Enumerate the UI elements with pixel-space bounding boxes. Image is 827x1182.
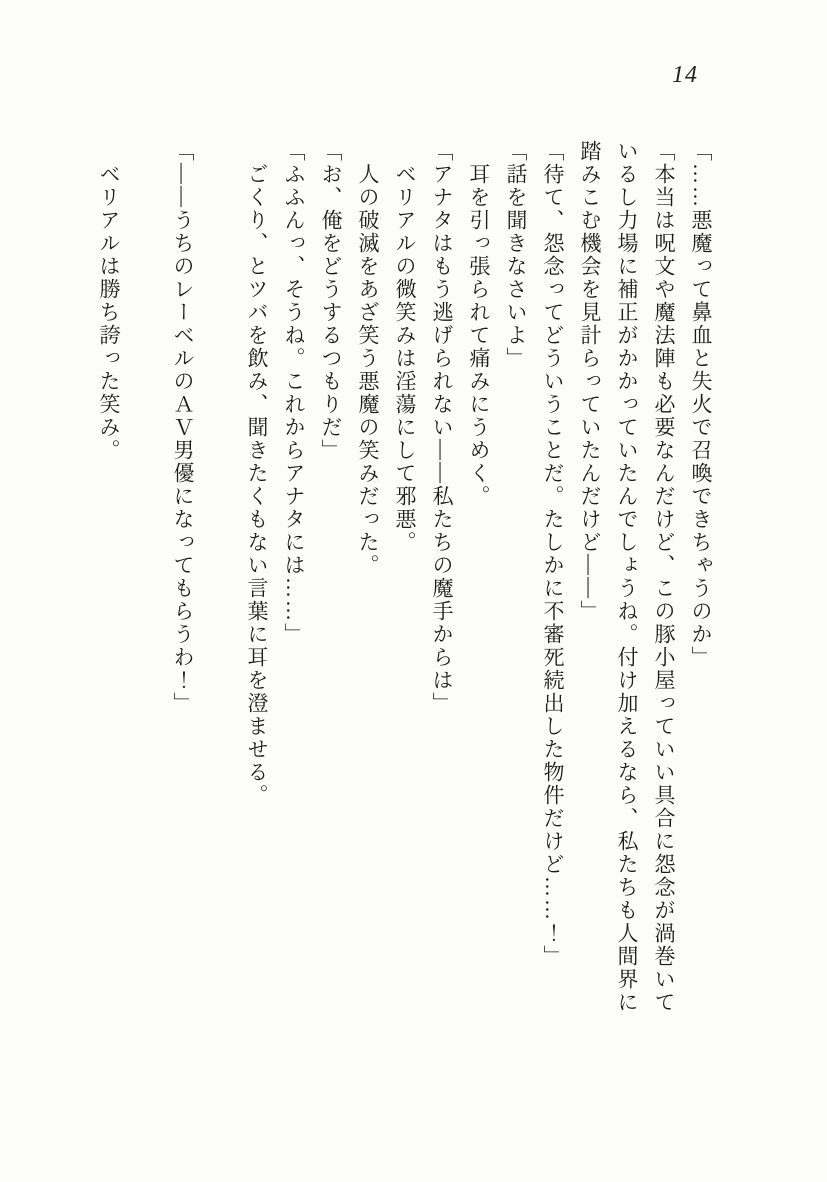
text-line: 「話を聞きなさいよ」 — [504, 140, 528, 370]
text-line: 「――うちのレーベルのＡＶ男優になってもらうわ！」 — [171, 140, 195, 715]
text-line: 「ふふんっ、そうね。これからアナタには……」 — [282, 140, 306, 646]
text-line: 踏みこむ機会を見計らっていたんだけど――」 — [578, 140, 602, 623]
text-line: 「待て、怨念ってどういうことだ。たしかに不審死続出した物件だけど……！」 — [541, 140, 565, 968]
text-line: ごくり、とツバを飲み、聞きたくもない言葉に耳を澄ませる。 — [245, 140, 269, 807]
text-line: 「……悪魔って鼻血と失火で召喚できちゃうのか」 — [689, 140, 713, 669]
text-line: 耳を引っ張られて痛みにうめく。 — [467, 140, 491, 508]
text-line: 「お、俺をどうするつもりだ」 — [319, 140, 343, 462]
text-line: ベリアルは勝ち誇った笑み。 — [97, 140, 121, 462]
text-line: 「アナタはもう逃げられない――私たちの魔手からは」 — [430, 140, 454, 715]
blank-line — [127, 140, 164, 1056]
text-line: 「本当は呪文や魔法陣も必要なんだけど、この豚小屋っていい具合に怨念が渦巻いて — [652, 140, 676, 1014]
blank-line — [201, 140, 238, 1056]
text-line: 人の破滅をあざ笑う悪魔の笑みだった。 — [356, 140, 380, 577]
text-line: ベリアルの微笑みは淫蕩にして邪悪。 — [393, 140, 417, 554]
text-line: いるし力場に補正がかかっていたんでしょうね。付け加えるなら、私たちも人間界に — [615, 140, 639, 1014]
page-number: 14 — [672, 62, 698, 88]
text-block — [90, 140, 719, 1056]
